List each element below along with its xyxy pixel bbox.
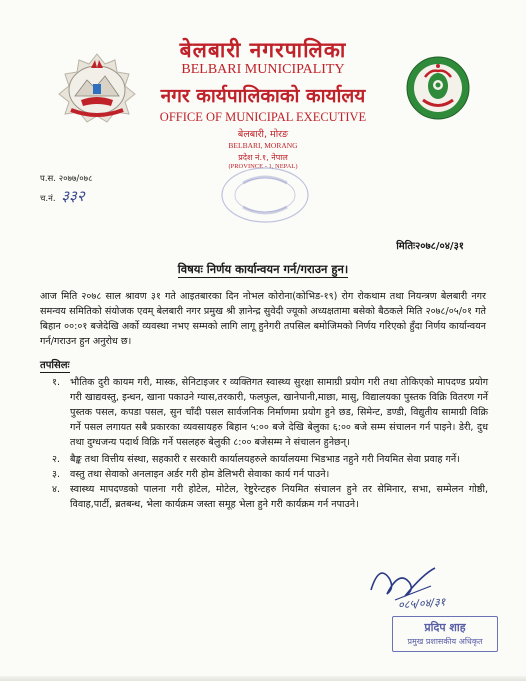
- municipality-name-en: BELBARI MUNICIPALITY: [181, 62, 345, 77]
- list-item: [52, 452, 488, 467]
- office-name-np: नगर कार्यपालिकाको कार्यालय: [160, 85, 366, 107]
- list-item: [52, 375, 488, 450]
- body-paragraph: आज मिति २०७८ साल श्रावण ३१ गते आइतबारका दिन नोभल कोरोना(कोभिड-१९) रोग रोकथाम तथा नियन्त्रण बेलबारी नगर समन्वय समितिको संयोजक एवम् बेलबारी नगर प्रमुख श्री ज्ञानेन्द्र सुवेदी ज्यूको अध्यक्षतामा बसेको बैठकले मिति २०७८/०५/०१ गते बिहान ००:०१ बजेदेखि अर्को व्यवस्था नभए सम्मको लागि लागू हुनेगरी तपसिल बमोजिमको निर्णय गरिएको हुँदा निर्णय कार्यान्वयन गर्न/गराउन हुन अनुरोध छ।: [40, 291, 486, 347]
- page-bottom-edge: [0, 676, 526, 681]
- signatory-name: प्रदिप शाह: [424, 621, 466, 634]
- document-date: मितिः२०७८/०४/३१: [396, 241, 464, 252]
- list-item-text: वस्तु तथा सेवाको अनलाइन अर्डर गरी होम डेलिभरी सेवाका कार्य गर्न पाउने।: [70, 469, 330, 480]
- list-item: [52, 482, 488, 512]
- list-item-number: १.: [52, 377, 61, 388]
- signatory-title: प्रमुख प्रशासकीय अधिकृत: [407, 637, 483, 646]
- ps-label: प.स.: [40, 174, 56, 184]
- province-en: (PROVINCE - 1, NEPAL): [228, 163, 298, 170]
- list-item: [52, 467, 488, 482]
- ps-value: २०७७/०७८: [58, 174, 93, 184]
- place-np: बेलबारी, मोरङ: [237, 129, 289, 140]
- province-np: प्रदेश नं.१, नेपाल: [238, 153, 288, 162]
- list-item-text: स्वास्थ्य मापदण्डको पालना गरी होटेल, मोटेल, रेष्टुरेन्टहरु नियमित संचालन हुने तर सेमिनार, सभा, सम्मेलन गोष्ठी, विवाह,पार्टी, ब्रतबन्ध, भेला कार्यक्रम जस्ता समूह भेला हुने गरी कार्यक्रम गर्न नपाउने।: [70, 484, 488, 510]
- list-item-text: भौतिक दुरी कायम गरी, मास्क, सेनिटाइजर र व्यक्तिगत स्वास्थ्य सुरक्षा सामाग्री प्रयोग गरी तथा तोकिएको मापदण्ड प्रयोग गरी खाद्यवस्तु, इन्धन, खाना पकाउने ग्यास,तरकारी, फलफुल, खानेपानी,माछा, मासु, विद्यालयका पुस्तक विक्रि वितरण गर्ने पुस्तक पसल, कपडा पसल, सुन चाँदी पसल सार्वजनिक निर्माणमा प्रयोग हुने छड, सिमेन्ट, डण्डी, विद्युतीय सामाग्री विक्रि गर्ने पसल लगायत सबै प्रकारका व्यवसायहरु बिहान ५:०० बजे देखि बेलुका ६:०० बजे सम्म संचालन गर्न पाइने। डेरी, दुध तथा दुग्धजन्य पदार्थ विक्रि गर्ने पसलहरु बेलुकी ८:०० बजेसम्म ने संचालन हुनेछन्।: [70, 377, 488, 448]
- list-item-number: २.: [52, 454, 61, 465]
- list-item-number: ३.: [52, 469, 61, 480]
- chn-value: ३३२: [61, 187, 85, 205]
- office-stamp-icon: [219, 165, 311, 225]
- signatory-stamp: [392, 616, 498, 652]
- place-en: BELBARI, MORANG: [228, 141, 298, 150]
- conditions-list: [52, 375, 488, 512]
- office-name-en: OFFICE OF MUNICIPAL EXECUTIVE: [159, 110, 367, 124]
- subject-text: विषयः निर्णय कार्यान्वयन गर्न/गराउन हुन।: [177, 262, 349, 276]
- signature-date: ०८५/०४/३१: [397, 595, 446, 612]
- list-item-number: ४.: [52, 484, 61, 495]
- municipality-name-np: बेलबारी नगरपालिका: [179, 38, 347, 62]
- chn-label: च.नं.: [40, 194, 56, 204]
- ps-reference: [40, 173, 93, 184]
- chn-reference: [40, 186, 85, 206]
- subject-line: [0, 262, 526, 277]
- list-item-text: बैङ्क तथा वित्तीय संस्था, सहकारी र सरकारी कार्यालयहरुले कार्यालयमा भिडभाड नहुने गरी नियमित सेवा प्रवाह गर्ने।: [70, 454, 460, 465]
- conditions-heading: तपसिलः: [40, 357, 70, 373]
